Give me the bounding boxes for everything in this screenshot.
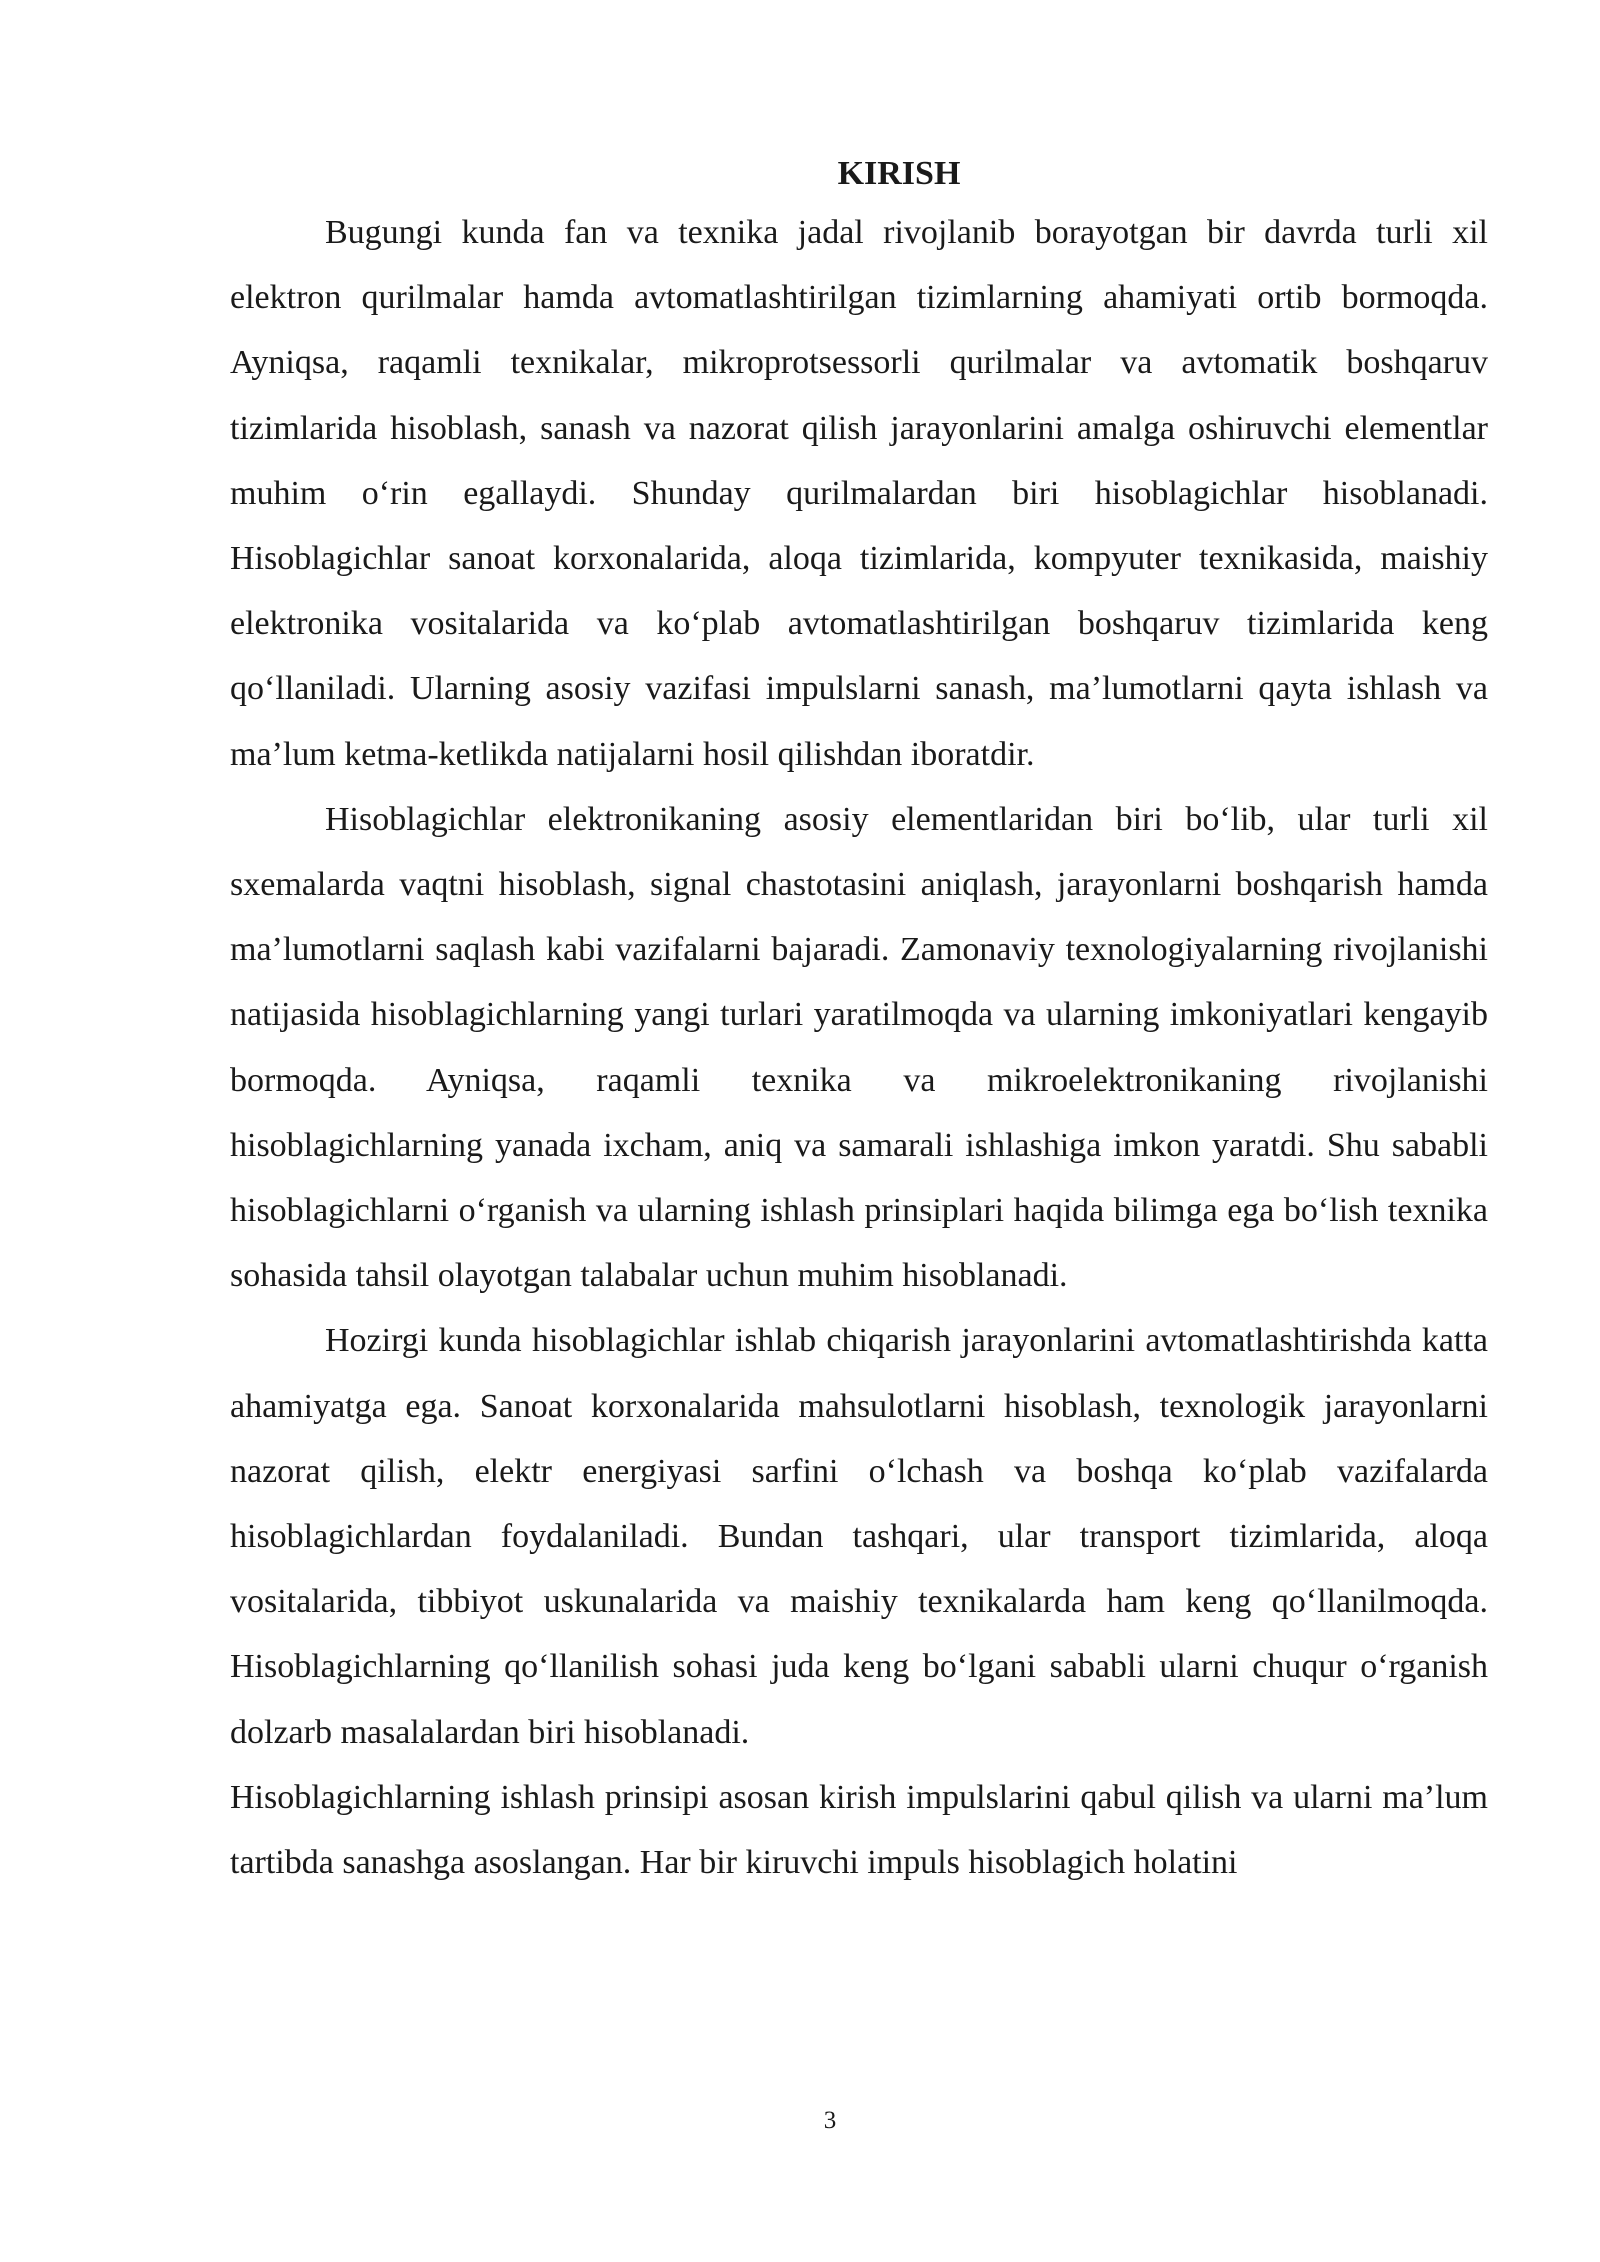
paragraph-2: Hisoblagichlar elektronikaning asosiy elementlaridan biri bo‘lib, ular turli xil sxemalarda vaqtni hisoblash, signal chastotasini aniqlash, jarayonlarni boshqarish hamda ma’lumotlarni saqlash kabi vazifalarni bajaradi. Zamonaviy texnologiyalarning rivojlanishi natijasida hisoblagichlarning yangi turlari yaratilmoqda va ularning imkoniyatlari kengayib bormoqda. Ayniqsa, raqamli texnika va mikroelektronikaning rivojlanishi hisoblagichlarning yanada ixcham, aniq va samarali ishlashiga imkon yaratdi. Shu sababli hisoblagichlarni o‘rganish va ularning ishlash prinsiplari haqida bilimga ega bo‘lish texnika sohasida tahsil olayotgan talabalar uchun muhim hisoblanadi. — [230, 800, 1488, 1295]
page-number: 3 — [823, 2107, 837, 2134]
page-title: KIRISH — [837, 155, 961, 192]
paragraph-1: Bugungi kunda fan va texnika jadal rivojlanib borayotgan bir davrda turli xil elektron qurilmalar hamda avtomatlashtirilgan tizimlarning ahamiyati ortib bormoqda. Ayniqsa, raqamli texnikalar, mikroprotsessorli qurilmalar va avtomatik boshqaruv tizimlarida hisoblash, sanash va nazorat qilish jarayonlarini amalga oshiruvchi elementlar muhim o‘rin egallaydi. Shunday qurilmalardan biri hisoblagichlar hisoblanadi. Hisoblagichlar sanoat korxonalarida, aloqa tizimlarida, kompyuter texnikasida, maishiy elektronika vositalarida va ko‘plab avtomatlashtirilgan boshqaruv tizimlarida keng qo‘llaniladi. Ularning asosiy vazifasi impulslarni sanash, ma’lumotlarni qayta ishlash va ma’lum ketma-ketlikda natijalarni hosil qilishdan iboratdir. — [230, 214, 1488, 773]
paragraph-4: Hisoblagichlarning ishlash prinsipi asosan kirish impulslarini qabul qilish va ularni ma’lum tartibda sanashga asoslangan. Har bir kiruvchi impuls hisoblagich holatini — [230, 1778, 1488, 1882]
document-body — [230, 150, 1488, 1895]
paragraph-3: Hozirgi kunda hisoblagichlar ishlab chiqarish jarayonlarini avtomatlashtirishda katta ahamiyatga ega. Sanoat korxonalarida mahsulotlarni hisoblash, texnologik jarayonlarni nazorat qilish, elektr energiyasi sarfini o‘lchash va boshqa ko‘plab vazifalarda hisoblagichlardan foydalaniladi. Bundan tashqari, ular transport tizimlarida, aloqa vositalarida, tibbiyot uskunalarida va maishiy texnikalarda ham keng qo‘llanilmoqda. Hisoblagichlarning qo‘llanilish sohasi juda keng bo‘lgani sababli ularni chuqur o‘rganish dolzarb masalalardan biri hisoblanadi. — [230, 1322, 1488, 1751]
